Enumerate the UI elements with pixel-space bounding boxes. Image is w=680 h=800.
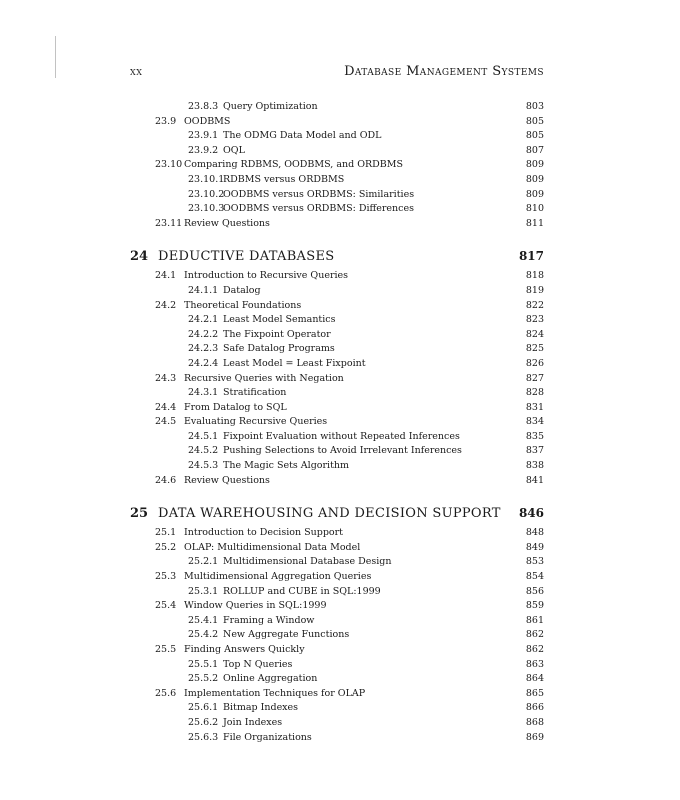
toc-subsection-entry[interactable] (130, 555, 544, 570)
toc-entry-title: Theoretical Foundations (184, 299, 302, 311)
toc-entry-page: 835 (525, 430, 544, 442)
toc-entry-number: 24.5.2 (188, 445, 219, 457)
toc-entry-title: Multidimensional Aggregation Queries (184, 571, 372, 583)
toc-subsection-entry[interactable] (130, 342, 544, 357)
toc-entry-page: 807 (525, 144, 544, 156)
toc-entry-page: 805 (525, 130, 544, 142)
toc-entry-number: 25.6.2 (188, 716, 219, 728)
toc-entry-number: 25.4.1 (188, 614, 219, 626)
toc-subsection-entry[interactable] (130, 672, 544, 687)
toc-section-entry[interactable] (130, 372, 544, 387)
toc-subsection-entry[interactable] (130, 144, 544, 159)
toc-entry-number: 23.9.1 (188, 130, 219, 142)
toc-entry-number: 24.1 (155, 270, 177, 282)
toc-entry-page: 810 (525, 203, 544, 215)
toc-entry-title: Implementation Techniques for OLAP (184, 687, 366, 699)
toc-entry-page: 849 (525, 541, 544, 553)
toc-entry-number: 23.10 (155, 159, 183, 171)
toc-entry-number: 23.9.2 (188, 144, 219, 156)
toc-section-entry[interactable] (130, 217, 544, 232)
toc-entry-title: Bitmap Indexes (223, 702, 299, 714)
toc-entry-number: 24.5.1 (188, 430, 219, 442)
toc-subsection-entry[interactable] (130, 731, 544, 746)
margin-mark (55, 36, 57, 78)
toc-entry-title: OLAP: Multidimensional Data Model (184, 541, 361, 553)
toc-entry-number: 24.2.1 (188, 314, 219, 326)
toc-entry-page: 803 (525, 101, 544, 112)
toc-entry-number: 24.4 (155, 401, 177, 413)
toc-subsection-entry[interactable] (130, 459, 544, 474)
toc-entry-number: 23.10.3 (188, 203, 225, 215)
toc-entry-number: 24.3 (155, 372, 177, 384)
toc-entry-page: 809 (525, 159, 544, 171)
toc-subsection-entry[interactable] (130, 430, 544, 445)
toc-entry-page: 817 (518, 249, 544, 264)
toc-entry-number: 24.2.2 (188, 328, 219, 340)
toc-entry-title: Comparing RDBMS, OODBMS, and ORDBMS (184, 159, 403, 171)
toc-subsection-entry[interactable] (130, 328, 544, 343)
toc-entry-title: The ODMG Data Model and ODL (223, 130, 382, 142)
toc-entry-number: 25.6.3 (188, 731, 219, 743)
toc-entry-page: 866 (525, 702, 544, 714)
toc-entry-title: Stratification (223, 387, 287, 399)
toc-section-entry[interactable] (130, 570, 544, 585)
toc-entry-title: From Datalog to SQL (184, 401, 287, 413)
toc-entry-title: Review Questions (184, 474, 270, 486)
toc-entry-page: 819 (525, 284, 544, 296)
toc-entry-title: OQL (223, 144, 245, 156)
toc-entry-page: 838 (525, 460, 544, 472)
toc-entry-page: 868 (525, 716, 544, 728)
page-number: xx (130, 64, 143, 78)
toc-entry-title: OODBMS versus ORDBMS: Differences (223, 203, 414, 215)
chapter-spacer (130, 488, 544, 498)
toc-entry-number: 25.6 (155, 687, 177, 699)
toc-subsection-entry[interactable] (130, 357, 544, 372)
toc-entry-page: 848 (525, 527, 544, 539)
toc-subsection-entry[interactable] (130, 444, 544, 459)
toc-subsection-entry[interactable] (130, 173, 544, 188)
toc-entry-number: 23.9 (155, 115, 177, 127)
toc-entry-page: 825 (525, 343, 544, 355)
toc-entry-number: 24.2.3 (188, 343, 219, 355)
toc-entry-page: 859 (525, 600, 544, 612)
toc-entry-number: 24.2 (155, 299, 177, 311)
toc-entry-page: 805 (525, 115, 544, 127)
toc-entry-title: New Aggregate Functions (223, 629, 350, 641)
toc-entry-title: Introduction to Recursive Queries (184, 270, 349, 282)
toc-entry-number: 25.4.2 (188, 629, 219, 641)
toc-entry-page: 862 (525, 644, 544, 655)
toc-entry-number: 25 (130, 506, 149, 522)
toc-entry-title: Query Optimization (223, 101, 318, 112)
toc-section-entry[interactable] (130, 687, 544, 702)
toc-entry-page: 824 (525, 328, 544, 340)
toc-subsection-entry[interactable] (130, 129, 544, 144)
toc-entry-title: RDBMS versus ORDBMS (223, 173, 345, 185)
toc-entry-title: Window Queries in SQL:1999 (184, 600, 327, 612)
toc-entry-title: Least Model = Least Fixpoint (223, 357, 366, 369)
chapter-spacer (130, 231, 544, 241)
toc-entry-page: 826 (525, 357, 544, 369)
toc-section-entry[interactable] (130, 526, 544, 541)
toc-subsection-entry[interactable] (130, 614, 544, 629)
toc-entry-number: 25.5.2 (188, 673, 219, 685)
toc-section-entry[interactable] (130, 541, 544, 556)
toc-entry-number: 24.1.1 (188, 284, 219, 296)
toc-section-entry[interactable] (130, 299, 544, 314)
toc-entry-page: 854 (525, 571, 544, 583)
toc-entry-title: File Organizations (223, 731, 312, 743)
toc-entry-page: 853 (525, 556, 544, 568)
toc-subsection-entry[interactable] (130, 628, 544, 643)
toc-entry-title: Pushing Selections to Avoid Irrelevant Inferences (223, 445, 462, 457)
table-of-contents (130, 100, 544, 745)
toc-chapter-heading[interactable] (130, 246, 544, 267)
toc-entry-title: Top N Queries (223, 658, 293, 670)
toc-entry-title: The Magic Sets Algorithm (223, 460, 350, 472)
toc-entry-page: 834 (525, 416, 544, 428)
toc-entry-page: 823 (525, 314, 544, 326)
toc-entry-number: 23.10.2 (188, 188, 225, 200)
toc-entry-title: DEDUCTIVE DATABASES (158, 249, 335, 265)
toc-entry-number: 24 (130, 249, 149, 265)
toc-entry-number: 24.6 (155, 474, 177, 486)
toc-entry-number: 25.3.1 (188, 585, 219, 597)
toc-subsection-entry[interactable] (130, 202, 544, 217)
toc-entry-page: 863 (525, 658, 544, 670)
toc-entry-title: Recursive Queries with Negation (184, 372, 344, 384)
toc-section-entry[interactable] (130, 269, 544, 284)
toc-entry-page: 818 (525, 270, 544, 282)
page-header (130, 64, 544, 82)
toc-subsection-entry[interactable] (130, 386, 544, 401)
toc-entry-number: 25.3 (155, 571, 177, 583)
toc-entry-number: 25.1 (155, 527, 177, 539)
toc-entry-title: Safe Datalog Programs (223, 343, 335, 355)
toc-entry-title: Evaluating Recursive Queries (184, 416, 328, 428)
toc-section-entry[interactable] (130, 599, 544, 614)
toc-entry-number: 24.2.4 (188, 357, 219, 369)
toc-entry-page: 837 (525, 445, 544, 457)
toc-entry-page: 809 (525, 173, 544, 185)
toc-entry-title: OODBMS (184, 115, 231, 127)
toc-entry-page: 811 (525, 217, 544, 229)
toc-entry-number: 25.2 (155, 541, 177, 553)
toc-entry-number: 24.5.3 (188, 460, 219, 472)
toc-entry-page: 869 (525, 731, 544, 743)
toc-section-entry[interactable] (130, 401, 544, 416)
toc-subsection-entry[interactable] (130, 716, 544, 731)
toc-entry-title: Framing a Window (223, 614, 315, 626)
toc-subsection-entry[interactable] (130, 658, 544, 673)
toc-entry-title: The Fixpoint Operator (223, 328, 331, 340)
toc-entry-page: 861 (525, 614, 544, 626)
toc-entry-number: 25.2.1 (188, 556, 219, 568)
toc-entry-page: 828 (525, 387, 544, 399)
toc-entry-title: Join Indexes (223, 716, 283, 728)
toc-entry-title: Least Model Semantics (223, 314, 336, 326)
toc-entry-page: 822 (525, 299, 544, 311)
toc-section-entry[interactable] (130, 158, 544, 173)
toc-section-entry[interactable] (130, 643, 544, 658)
toc-entry-number: 24.3.1 (188, 387, 219, 399)
toc-entry-page: 862 (525, 629, 544, 641)
toc-entry-number: 23.10.1 (188, 173, 225, 185)
toc-subsection-entry[interactable] (130, 188, 544, 203)
toc-entry-title: OODBMS versus ORDBMS: Similarities (223, 188, 415, 200)
toc-entry-title: Fixpoint Evaluation without Repeated Inferences (223, 430, 460, 442)
toc-entry-number: 23.8.3 (188, 101, 219, 112)
toc-subsection-entry[interactable] (130, 313, 544, 328)
toc-subsection-entry[interactable] (130, 284, 544, 299)
toc-entry-title: ROLLUP and CUBE in SQL:1999 (223, 585, 381, 597)
toc-entry-page: 809 (525, 188, 544, 200)
toc-entry-page: 841 (525, 474, 544, 486)
toc-entry-title: Finding Answers Quickly (184, 644, 305, 655)
toc-entry-number: 25.6.1 (188, 702, 219, 714)
toc-entry-title: Introduction to Decision Support (184, 527, 343, 539)
toc-subsection-entry[interactable] (130, 701, 544, 716)
toc-entry-page: 864 (525, 673, 544, 685)
toc-entry-number: 25.4 (155, 600, 177, 612)
toc-entry-title: Datalog (223, 284, 261, 296)
toc-chapter-heading[interactable] (130, 503, 544, 524)
toc-entry-number: 24.5 (155, 416, 177, 428)
toc-entry-title: Online Aggregation (223, 673, 318, 685)
toc-entry-title: Multidimensional Database Design (223, 556, 392, 568)
toc-entry-page: 846 (518, 506, 544, 521)
toc-entry-number: 25.5 (155, 644, 177, 655)
toc-entry-page: 856 (525, 585, 544, 597)
toc-section-entry[interactable] (130, 474, 544, 489)
toc-entry-page: 831 (525, 401, 544, 413)
toc-entry-title: DATA WAREHOUSING AND DECISION SUPPORT (158, 506, 501, 522)
toc-subsection-entry[interactable] (130, 100, 544, 115)
toc-entry-page: 865 (525, 687, 544, 699)
toc-entry-number: 23.11 (155, 217, 183, 229)
toc-entry-number: 25.5.1 (188, 658, 219, 670)
toc-section-entry[interactable] (130, 115, 544, 130)
toc-entry-title: Review Questions (184, 217, 270, 229)
toc-subsection-entry[interactable] (130, 585, 544, 600)
running-title: Database Management Systems (344, 64, 544, 79)
toc-section-entry[interactable] (130, 415, 544, 430)
toc-entry-page: 827 (525, 372, 544, 384)
